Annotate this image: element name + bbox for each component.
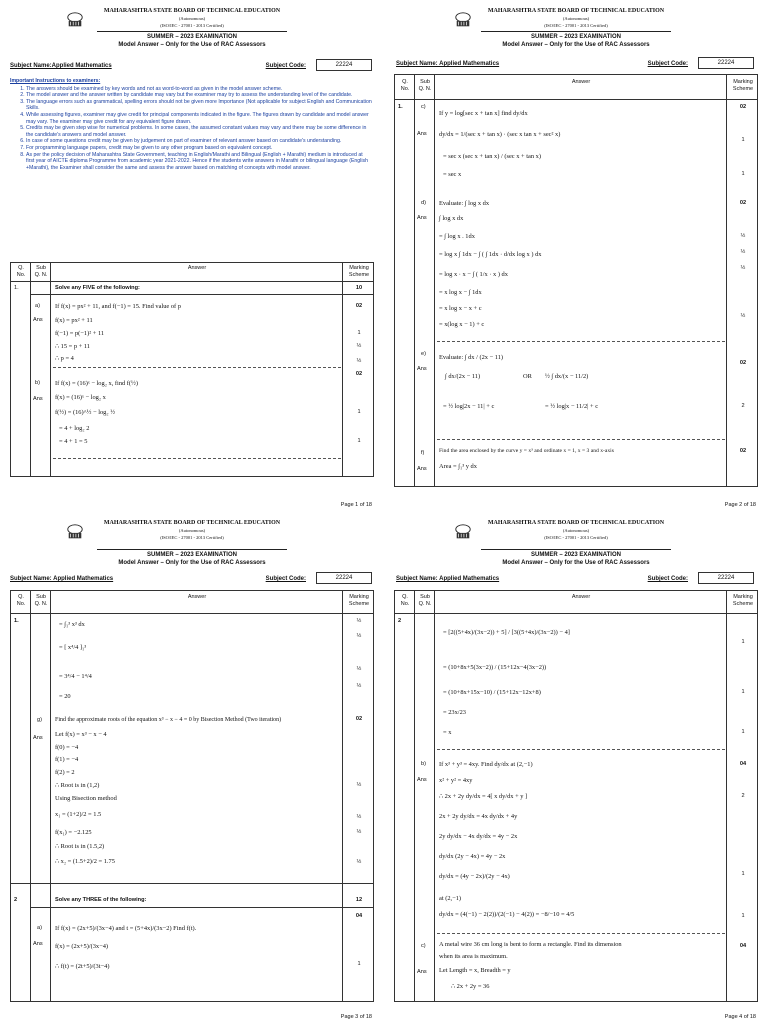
marks: 02 <box>739 448 747 454</box>
page-footer: Page 1 of 18 <box>340 502 372 508</box>
org-autonomous: (Autonomous) <box>562 16 590 21</box>
answer-step: x² + y² = 4xy <box>439 777 473 784</box>
answer-step: = log x · x − ∫ ( 1/x · x ) dx <box>439 271 508 278</box>
mark: 2 <box>741 403 745 409</box>
mark: ½ <box>740 313 746 319</box>
org-name: MAHARASHTRA STATE BOARD OF TECHNICAL EDUCATION <box>487 520 665 526</box>
answer-step: f(−1) = p(−1)² + 11 <box>55 330 105 337</box>
answer-step: = x log x − ∫ 1dx <box>439 289 482 296</box>
answer-step: = 3⁴/4 − 1⁴/4 <box>59 673 92 680</box>
ans-label: Ans <box>417 131 427 137</box>
org-autonomous: (Autonomous) <box>178 16 206 21</box>
instruction-item: 7. For programming language papers, credit may be given to any other program based on equivalent concept. <box>26 145 372 152</box>
question-text: Evaluate: ∫ dx / (2x − 11) <box>439 354 504 361</box>
col-marking: Marking Scheme <box>348 594 370 607</box>
subject-code-label: Subject Code: <box>647 576 688 582</box>
question-text: If f(x) = px² + 11, and f(−1) = 15. Find value of p <box>55 303 181 310</box>
col-marking: Marking Scheme <box>732 79 754 92</box>
mark: ½ <box>356 618 362 624</box>
answer-step: dy/dx = 1/(sec x + tan x) · (sec x tan x + sec² x) <box>439 131 561 138</box>
answer-step: = x log x − x + c <box>439 305 482 312</box>
mark: 1 <box>357 330 361 336</box>
mark: ½ <box>740 249 746 255</box>
answer-step: Area = ∫₁³ y dx <box>439 463 477 470</box>
answer-step: f(x) = (2x+5)/(3x−4) <box>55 943 109 950</box>
instructions-title: Important Instructions to examiners: <box>10 78 101 84</box>
msbte-logo-icon <box>454 523 472 541</box>
org-iso: (ISO/IEC - 27001 - 2013 Certified) <box>160 23 224 28</box>
answer-step: 2x + 2y dy/dx = 4x dy/dx + 4y <box>439 813 518 820</box>
marks: 02 <box>739 360 747 366</box>
instruction-item: 6. In case of some questions credit may be given by judgement on part of examiner of relevant answer based on candidate's understanding. <box>26 138 372 145</box>
marks: 04 <box>355 913 363 919</box>
question-instruction: Solve any FIVE of the following: <box>55 285 140 291</box>
exam-heading <box>384 549 768 567</box>
org-autonomous: (Autonomous) <box>562 528 590 533</box>
question-text: Find the approximate roots of the equation x³ − x − 4 = 0 by Bisection Method (Two iteration) <box>55 717 282 723</box>
answer-step: = 4 + log₂ 2 <box>59 425 90 432</box>
col-qno: Q. No. <box>16 265 26 278</box>
page-footer: Page 3 of 18 <box>340 1014 372 1020</box>
answer-step: = ½ log|x − 11/2| + c <box>545 403 599 410</box>
answer-step: 2y dy/dx − 4x dy/dx = 4y − 2x <box>439 833 518 840</box>
answer-step: ∫ dx/(2x − 11) <box>445 373 481 380</box>
model-answer-note: Model Answer – Only for the Use of RAC Assessors <box>118 560 266 566</box>
model-answer-note: Model Answer – Only for the Use of RAC Assessors <box>502 42 650 48</box>
col-answer: Answer <box>571 594 591 600</box>
subject-line <box>396 572 754 586</box>
answer-step: = ∫ log x . 1dx <box>439 233 475 240</box>
ans-label: Ans <box>417 969 427 975</box>
col-sub: Sub Q. N. <box>418 79 432 92</box>
col-sub: Sub Q. N. <box>34 265 48 278</box>
ans-label: Ans <box>417 777 427 783</box>
org-iso: (ISO/IEC - 27001 - 2013 Certified) <box>160 535 224 540</box>
answer-step: = [2((5+4x)/(3x−2)) + 5] / [3((5+4x)/(3x−2)) − 4] <box>443 629 570 636</box>
instruction-item: 5. Credits may be given step wise for numerical problems. In some cases, the assumed constant values may vary and there may be some difference in the candidate's answers and model answer. <box>26 125 372 138</box>
mark: ½ <box>356 666 362 672</box>
subject-code-box: 22224 <box>316 572 372 584</box>
question-text: Find the area enclosed by the curve y = x³ and ordinate x = 1, x = 3 and x-axis <box>439 448 614 454</box>
page-1 <box>0 0 384 512</box>
question-text-cont: when its area is maximum. <box>439 953 508 960</box>
instruction-item: 8. As per the policy decision of Maharashtra State Government, teaching in English/Marathi and Bilingual (English + Marathi) medium is introduced at first year of AICTE diploma Programme from academic year 2021-2022. Hence if the students write answers in Marathi or bilingual language (English +Marathi), the Examiner shall consider the same and assess the answer based on matching of concepts with model answer. <box>26 152 372 172</box>
mark: ½ <box>356 782 362 788</box>
col-answer: Answer <box>187 594 207 600</box>
ans-label: Ans <box>33 735 43 741</box>
sub-question: a) <box>37 925 42 931</box>
answer-step: = log x ∫ 1dx − ∫ ( ∫ 1dx · d/dx log x ) dx <box>439 251 542 258</box>
answer-table <box>10 590 374 1002</box>
org-name: MAHARASHTRA STATE BOARD OF TECHNICAL EDUCATION <box>103 8 281 14</box>
answer-step: ∴ 2x + 2y dy/dx = 4[ x dy/dx + y ] <box>439 793 528 800</box>
marks: 04 <box>739 943 747 949</box>
answer-step: x₁ = (1+2)/2 = 1.5 <box>55 811 102 818</box>
mark: 1 <box>741 913 745 919</box>
col-marking: Marking Scheme <box>732 594 754 607</box>
page-4 <box>384 512 768 1024</box>
page-header <box>0 520 384 546</box>
answer-step: f(x) = px² + 11 <box>55 317 93 324</box>
question-number: 2 <box>398 618 402 624</box>
col-qno: Q. No. <box>400 594 410 607</box>
col-answer: Answer <box>187 265 207 271</box>
answer-step: dy/dx = (4y − 2x)/(2y − 4x) <box>439 873 510 880</box>
msbte-logo-icon <box>66 523 84 541</box>
sub-question: c) <box>421 104 426 110</box>
answer-step: ½ ∫ dx/(x − 11/2) <box>545 373 589 380</box>
subject-code-label: Subject Code: <box>647 61 688 67</box>
marks: 02 <box>355 371 363 377</box>
answer-step: = sec x (sec x + tan x) / (sec x + tan x) <box>443 153 541 160</box>
page-2 <box>384 0 768 512</box>
exam-title: SUMMER – 2023 EXAMINATION <box>97 549 287 559</box>
mark: 1 <box>741 171 745 177</box>
answer-step: ∴ p = 4 <box>55 355 74 362</box>
or-label: OR <box>523 373 532 380</box>
mark: 1 <box>741 137 745 143</box>
subject-code-label: Subject Code: <box>265 63 306 69</box>
mark: ½ <box>356 633 362 639</box>
sub-question: c) <box>421 943 426 949</box>
mark: ½ <box>740 233 746 239</box>
sub-question: b) <box>35 380 40 386</box>
mark: ½ <box>356 859 362 865</box>
answer-step: f(x₁) = −2.125 <box>55 829 92 836</box>
msbte-logo-icon <box>454 11 472 29</box>
sub-question: f) <box>421 450 425 456</box>
answer-step: f(2) = 2 <box>55 769 75 776</box>
answer-step: f(0) = −4 <box>55 744 79 751</box>
sub-question: a) <box>35 303 40 309</box>
exam-heading <box>0 31 384 49</box>
page-footer: Page 2 of 18 <box>724 502 756 508</box>
answer-step: ∴ Root is in (1.5,2) <box>55 843 105 850</box>
org-iso: (ISO/IEC - 27001 - 2013 Certified) <box>544 535 608 540</box>
ans-label: Ans <box>33 317 43 323</box>
col-sub: Sub Q. N. <box>418 594 432 607</box>
question-text: If y = log[sec x + tan x] find dy/dx <box>439 110 528 117</box>
answer-step: ∴ Root is in (1,2) <box>55 782 100 789</box>
mark: ½ <box>356 829 362 835</box>
page-header <box>384 520 768 546</box>
subject-code-label: Subject Code: <box>265 576 306 582</box>
answer-step: = sec x <box>443 171 462 178</box>
answer-step: Using Bisection method <box>55 795 117 802</box>
col-marking: Marking Scheme <box>348 265 370 278</box>
question-number: 1. <box>14 618 19 624</box>
mark: 1 <box>741 729 745 735</box>
mark: ½ <box>740 265 746 271</box>
marks: 02 <box>739 104 747 110</box>
answer-step: = (10+8x+5(3x−2)) / (15+12x−4(3x−2)) <box>443 664 547 671</box>
answer-step: at (2,−1) <box>439 895 462 902</box>
subject-name: Subject Name: Applied Mathematics <box>10 576 114 582</box>
answer-step: = x <box>443 729 452 736</box>
answer-step: = ∫₁³ x³ dx <box>59 621 85 628</box>
marks: 04 <box>739 761 747 767</box>
subject-line <box>10 59 372 73</box>
sub-question: d) <box>421 200 426 206</box>
answer-step: f(1) = −4 <box>55 756 79 763</box>
model-answer-note: Model Answer – Only for the Use of RAC Assessors <box>502 560 650 566</box>
model-answer-note: Model Answer – Only for the Use of RAC Assessors <box>118 42 266 48</box>
instruction-item: 1. The answers should be examined by key words and not as word-to-word as given in the model answer scheme. <box>26 86 372 93</box>
answer-step: ∴ 2x + 2y = 36 <box>451 983 490 990</box>
question-instruction: Solve any THREE of the following: <box>55 897 147 903</box>
question-text: If x³ + y³ = 4xy. Find dy/dx at (2,−1) <box>439 761 533 768</box>
answer-step: = 23x/23 <box>443 709 466 716</box>
sub-question: e) <box>421 351 426 357</box>
instruction-item: 2. The model answer and the answer written by candidate may vary but the examiner may try to assess the understanding level of the candidate. <box>26 92 372 99</box>
ans-label: Ans <box>417 215 427 221</box>
instruction-item: 3. The language errors such as grammatical, spelling errors should not be given more Importance (Not applicable for subject English and Communication Skills. <box>26 99 372 112</box>
sub-question: g) <box>37 717 42 723</box>
col-answer: Answer <box>571 79 591 85</box>
answer-step: Let Length = x, Breadth = y <box>439 967 511 974</box>
sub-question: b) <box>421 761 426 767</box>
exam-title: SUMMER – 2023 EXAMINATION <box>481 31 671 41</box>
org-name: MAHARASHTRA STATE BOARD OF TECHNICAL EDUCATION <box>487 8 665 14</box>
instruction-item: 4. While assessing figures, examiner may give credit for principal components indicated in the figure. The figures drawn by candidate and model answer may vary. The examiner may give credit for any equivalent figure drawn. <box>26 112 372 125</box>
question-number: 1. <box>14 285 19 291</box>
answer-step: dy/dx (2y − 4x) = 4y − 2x <box>439 853 506 860</box>
org-autonomous: (Autonomous) <box>178 528 206 533</box>
subject-name: Subject Name: Applied Mathematics <box>396 576 500 582</box>
answer-step: f(x) = (16)ˣ − log₂ x <box>55 394 106 401</box>
marks: 02 <box>355 716 363 722</box>
page-footer: Page 4 of 18 <box>724 1014 756 1020</box>
marks: 10 <box>355 285 363 291</box>
answer-step: ∫ log x dx <box>439 215 464 222</box>
mark: 2 <box>741 793 745 799</box>
answer-step: = 20 <box>59 693 71 700</box>
subject-code-box: 22224 <box>698 572 754 584</box>
answer-step: ∴ f(t) = (2t+5)/(3t−4) <box>55 963 110 970</box>
answer-step: Let f(x) = x³ − x − 4 <box>55 731 107 738</box>
question-text: If f(x) = (16)ˣ − log₂ x, find f(½) <box>55 380 138 387</box>
org-iso: (ISO/IEC - 27001 - 2013 Certified) <box>544 23 608 28</box>
marks: 12 <box>355 897 363 903</box>
answer-step: = ½ log|2x − 11| + c <box>443 403 495 410</box>
mark: 1 <box>741 689 745 695</box>
mark: 1 <box>741 639 745 645</box>
instructions <box>10 78 372 171</box>
answer-step: dy/dx = (4(−1) − 2(2))/(2(−1) − 4(2)) = −8/−10 = 4/5 <box>439 911 575 918</box>
exam-heading <box>384 31 768 49</box>
subject-code-box: 22224 <box>698 57 754 69</box>
mark: 1 <box>357 409 361 415</box>
answer-step: = 4 + 1 = 5 <box>59 438 88 445</box>
answer-step: f(½) = (16)^½ − log₂ ½ <box>55 409 115 416</box>
mark: ½ <box>356 683 362 689</box>
marks: 02 <box>355 303 363 309</box>
mark: 1 <box>741 871 745 877</box>
exam-title: SUMMER – 2023 EXAMINATION <box>481 549 671 559</box>
col-qno: Q. No. <box>400 79 410 92</box>
col-qno: Q. No. <box>16 594 26 607</box>
org-name: MAHARASHTRA STATE BOARD OF TECHNICAL EDUCATION <box>103 520 281 526</box>
answer-step: ∴ 15 = p + 11 <box>55 343 91 350</box>
ans-label: Ans <box>417 466 427 472</box>
subject-name: Subject Name: Applied Mathematics <box>396 61 500 67</box>
marks: 02 <box>739 200 747 206</box>
question-number: 1. <box>398 104 403 110</box>
mark: 1 <box>357 961 361 967</box>
ans-label: Ans <box>33 396 43 402</box>
subject-code-box: 22224 <box>316 59 372 71</box>
subject-line <box>396 57 754 71</box>
question-text: A metal wire 36 cm long is bent to form a rectangle. Find its dimension <box>439 941 622 948</box>
ans-label: Ans <box>417 366 427 372</box>
question-number: 2 <box>14 897 18 903</box>
ans-label: Ans <box>33 941 43 947</box>
answer-step: = x(log x − 1) + c <box>439 321 485 328</box>
msbte-logo-icon <box>66 11 84 29</box>
mark: ½ <box>356 358 362 364</box>
subject-line <box>10 572 372 586</box>
exam-title: SUMMER – 2023 EXAMINATION <box>97 31 287 41</box>
answer-table <box>394 590 758 1002</box>
col-sub: Sub Q. N. <box>34 594 48 607</box>
question-text: If f(x) = (2x+5)/(3x−4) and t = (5+4x)/(3x−2) Find f(t). <box>55 925 197 932</box>
mark: 1 <box>357 438 361 444</box>
page-3 <box>0 512 384 1024</box>
answer-table <box>10 262 374 477</box>
mark: ½ <box>356 343 362 349</box>
answer-step: = (10+8x+15x−10) / (15+12x−12x+8) <box>443 689 541 696</box>
answer-step: ∴ x₂ = (1.5+2)/2 = 1.75 <box>55 858 115 865</box>
answer-step: = [ x⁴/4 ]₁³ <box>59 644 87 651</box>
exam-heading <box>0 549 384 567</box>
mark: ½ <box>356 814 362 820</box>
question-text: Evaluate: ∫ log x dx <box>439 200 490 207</box>
subject-name: Subject Name:Applied Mathematics <box>10 63 112 69</box>
answer-table <box>394 74 758 487</box>
